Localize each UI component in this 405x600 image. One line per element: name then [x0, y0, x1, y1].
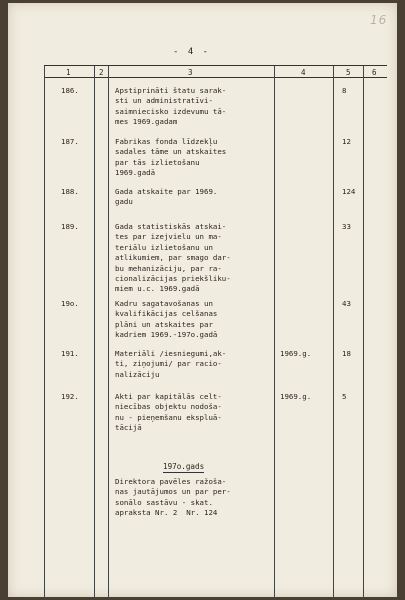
entry-count: 43 [342, 299, 351, 308]
entry-date: 1969.g. [280, 349, 312, 358]
column-divider [94, 66, 95, 599]
entry-count: 5 [342, 392, 347, 401]
cross-reference-note: Direktora pavēles ražoša- nas jautājumos un par per- sonālo sastāvu - skat. apraksta Nr. 2 Nr. 124 [115, 477, 231, 518]
entry-number: 188. [61, 187, 79, 196]
column-divider [44, 66, 45, 599]
table-top-rule [44, 65, 387, 66]
entry-date: 1969.g. [280, 392, 312, 401]
entry-count: 124 [342, 187, 356, 196]
column-divider [333, 66, 334, 599]
entry-number: 187. [61, 137, 79, 146]
column-number: 5 [346, 68, 351, 77]
entry-description: Fabrikas fonda līdzekļu sadales tāme un atskaites par tās izlietošanu 1969.gadā [115, 137, 227, 178]
entry-description: Gada statistiskās atskai- tes par izejvielu un ma- teriālu izlietošanu un atlikumiem, par smago dar- bu mehanizāciju, par ra- cionalizācijas priekšliku- miem u.c. 1969.gadā [115, 222, 231, 294]
entry-description: Gada atskaite par 1969. gadu [115, 187, 218, 207]
column-divider [363, 66, 364, 599]
column-number: 3 [188, 68, 193, 77]
entry-description: Akti par kapitālās celt- niecības objektu nodoša- nu - pieņemšanu ekspluā- tācijā [115, 392, 222, 433]
entry-count: 33 [342, 222, 351, 231]
entry-count: 8 [342, 86, 347, 95]
column-divider [108, 66, 109, 599]
column-number: 6 [372, 68, 377, 77]
column-number: 4 [301, 68, 306, 77]
entry-count: 12 [342, 137, 351, 146]
column-number: 1 [66, 68, 71, 77]
entry-number: 192. [61, 392, 79, 401]
entry-description: Apstiprināti štatu sarak- sti un administratīvi- saimniecisko izdevumu tā- mes 1969.gadam [115, 86, 227, 127]
entry-number: 19o. [61, 299, 79, 308]
entry-number: 191. [61, 349, 79, 358]
entry-count: 18 [342, 349, 351, 358]
entry-description: Materiāli /iesniegumi,ak- ti, ziņojumi/ par racio- nalizāciju [115, 349, 227, 379]
column-number: 2 [99, 68, 104, 77]
archive-page [8, 3, 397, 597]
entry-description: Kadru sagatavošanas un kvalifikācijas celšanas plāni un atskaites par kadriem 1969.-197o.gadā [115, 299, 218, 340]
corner-page-number: 16 [370, 13, 388, 27]
year-heading: 197o.gads [163, 462, 205, 471]
table-header-rule [44, 77, 387, 78]
entry-number: 189. [61, 222, 79, 231]
page-number: - 4 - [173, 47, 211, 57]
entry-number: 186. [61, 86, 79, 95]
